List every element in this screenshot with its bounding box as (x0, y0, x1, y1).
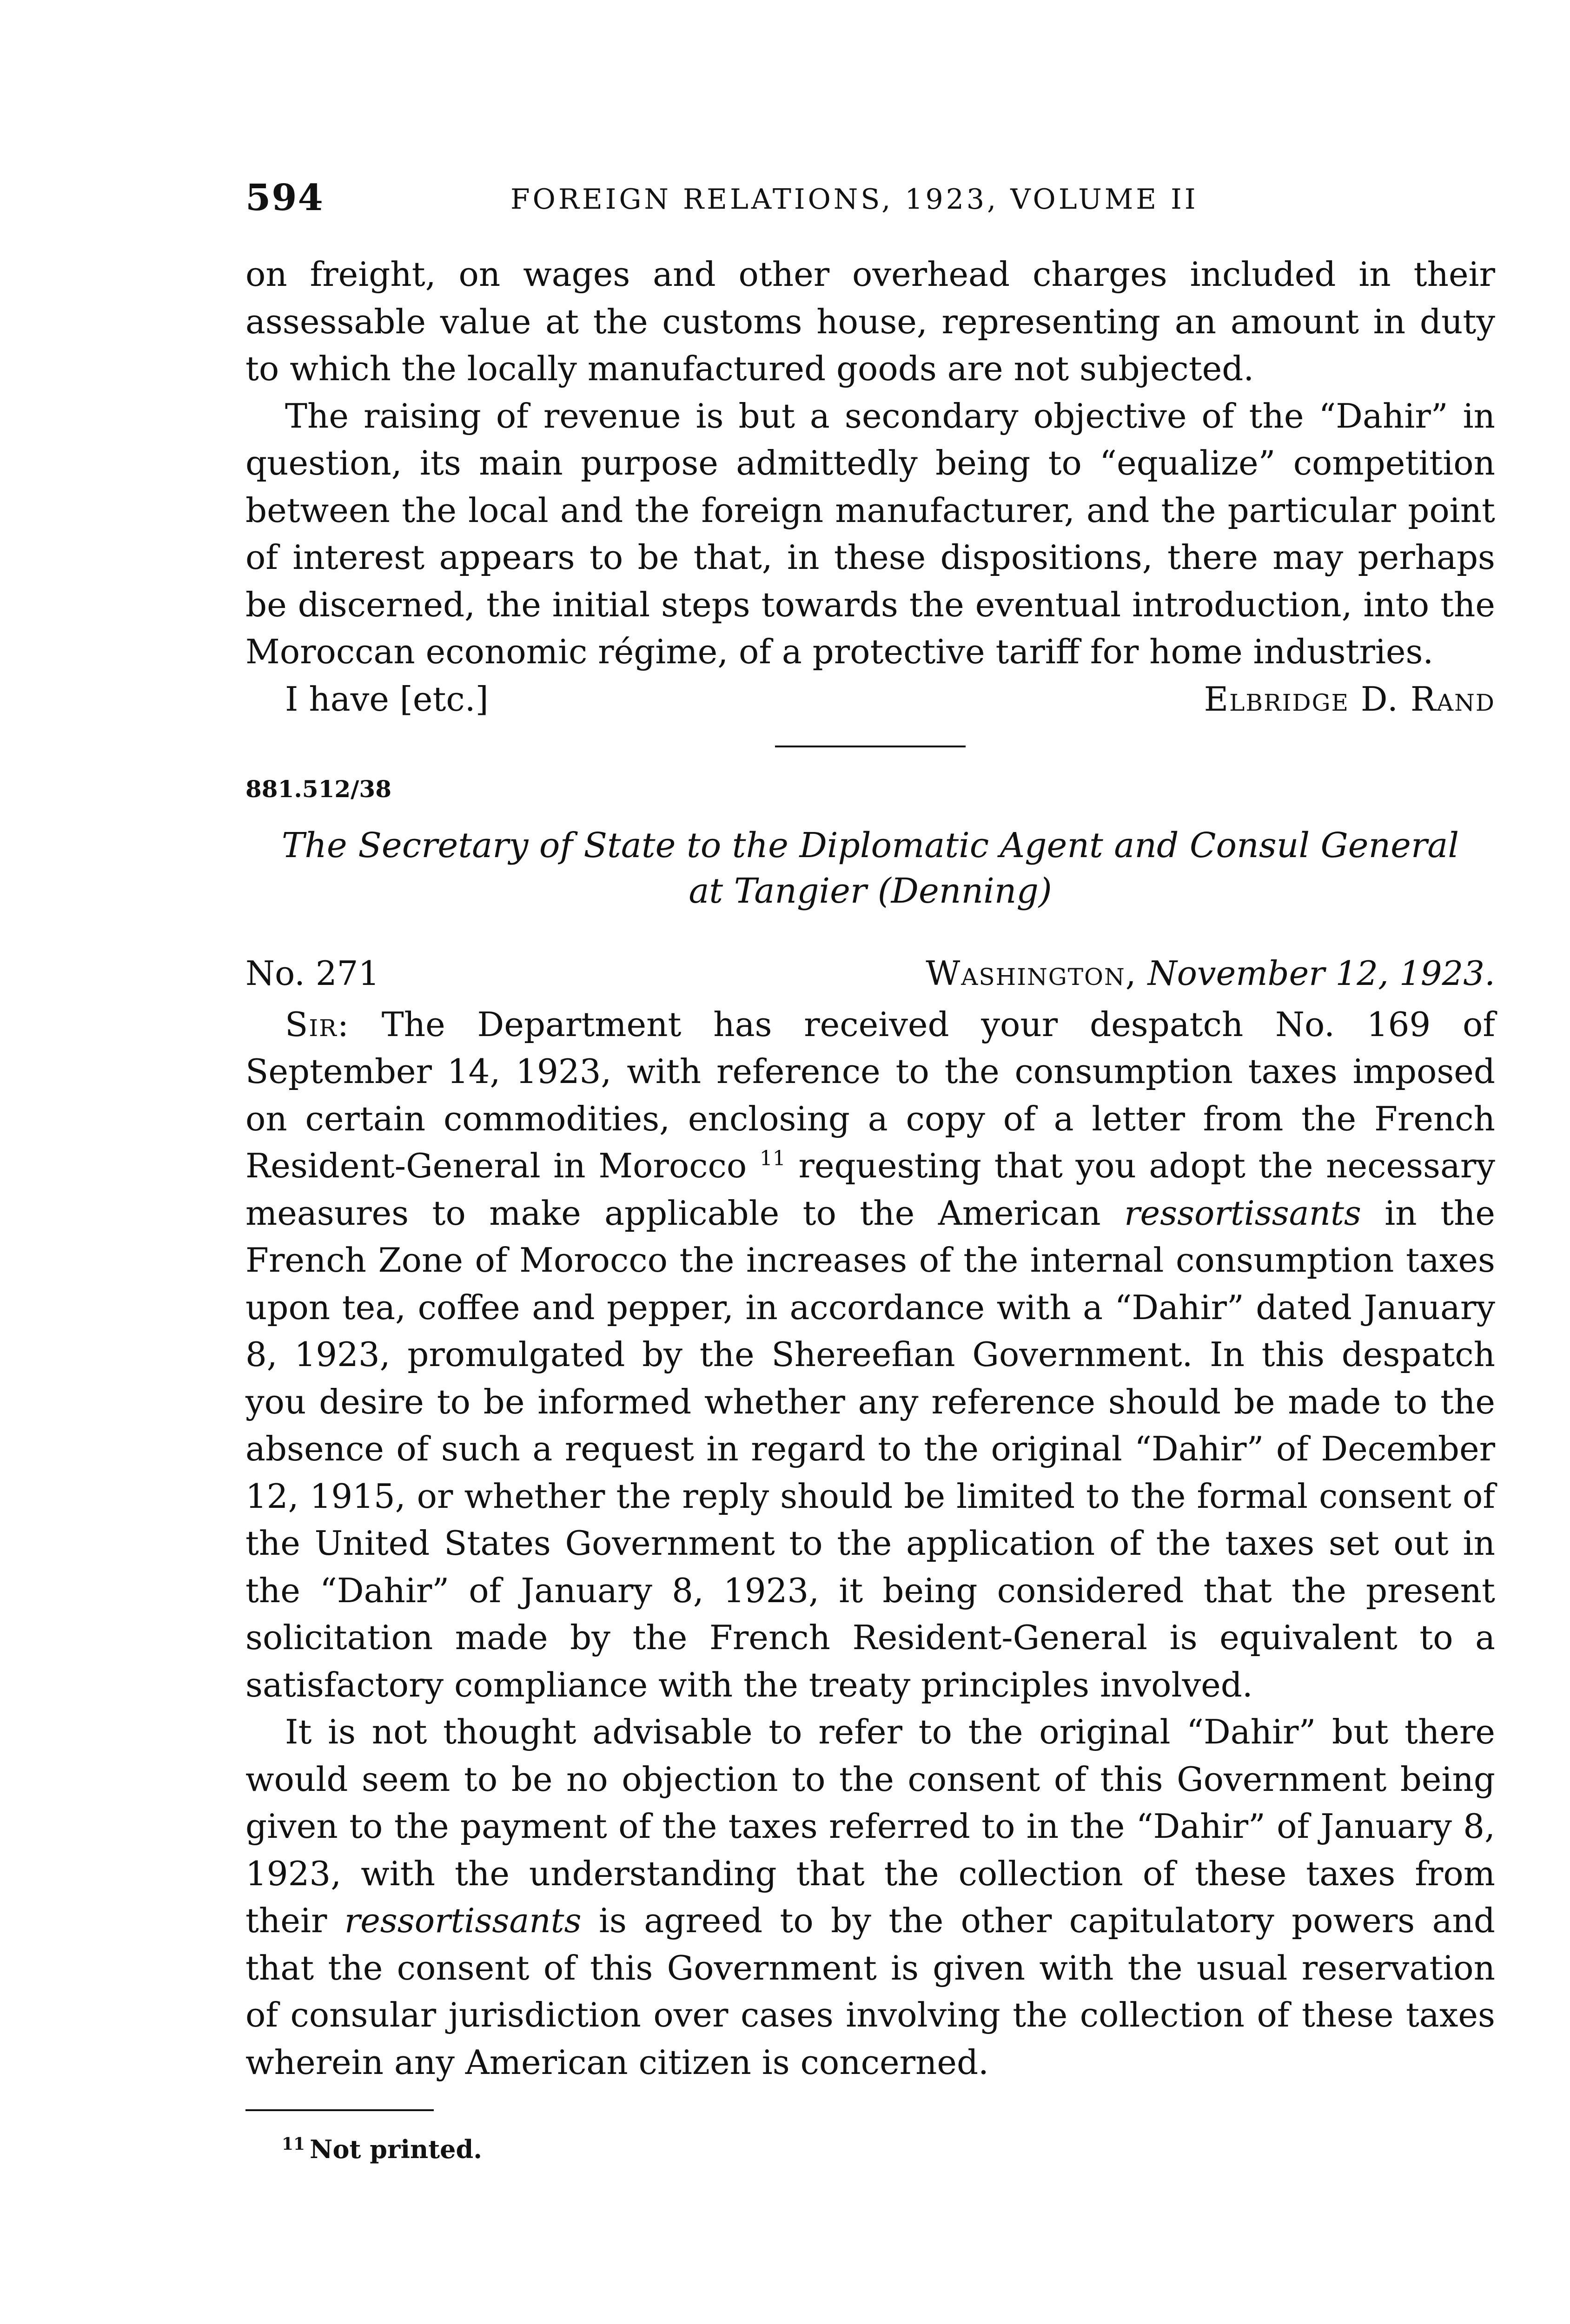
p2-italic-term: ressortissants (344, 1901, 582, 1940)
sign-off (245, 676, 1495, 723)
date: November 12, 1923. (1147, 953, 1495, 993)
page-number: 594 (245, 177, 324, 219)
document-page (245, 177, 1495, 2164)
p1-text-a: The Department has received your despatch No. 169 of September 14, 1923, with reference to the consumption taxes imposed on certain commodities, enclosing a copy of a letter from the French Resident-General in Morocco (245, 1004, 1495, 1185)
revenue-paragraph: The raising of revenue is but a secondary objective of the “Dahir” in question, its main purpose admittedly being to “equalize” competition between the local and the foreign manufacturer, and the particular point of interest appears to be that, in these dispositions, there may perhaps be discerned, the initial steps towards the eventual introduction, into the Moroccan economic régime, of a protective tariff for home industries. (245, 396, 1495, 671)
p2-text-b: is agreed to by the other capitulatory powers and that the consent of this Government is given with the usual reservation of consular jurisdiction over cases involving the collection of these taxes wherein any American citizen is concerned. (245, 1901, 1496, 2082)
document-number-line (245, 950, 1495, 1001)
signature: Elbridge D. Rand (1204, 679, 1495, 719)
heading-line-1: The Secretary of State to the Diplomatic Agent and Consul General (281, 825, 1459, 865)
heading-line-2: at Tangier (Denning) (689, 871, 1052, 911)
place-date (926, 950, 1495, 997)
p1-text-b: requesting that you adopt the necessary measures to make applicable to the American (245, 1146, 1496, 1233)
letter-paragraph-1 (245, 1001, 1495, 1709)
salutation: Sir: (285, 1004, 350, 1044)
p1-text-c: in the French Zone of Morocco the increases of the internal consumption taxes upon tea, coffee and pepper, in accordance with a “Dahir” dated January 8, 1923, promulgated by the Shereefian Government. In this despatch you desire to be informed whether any reference should be made to the absence of such a request in regard to the original “Dahir” of December 12, 1915, or whether the reply should be limited to the formal consent of the United States Government to the application of the taxes set out in the “Dahir” of January 8, 1923, it being considered that the present solicitation made by the French Resident-General is equivalent to a satisfactory compliance with the treaty principles involved. (245, 1193, 1496, 1704)
place: Washington, (926, 953, 1137, 993)
running-title: FOREIGN RELATIONS, 1923, VOLUME II (510, 183, 1199, 216)
footnote (282, 2134, 1495, 2164)
footnote-divider (245, 2109, 434, 2111)
letter-paragraph-2 (245, 1709, 1495, 2086)
footnote-text: Not printed. (310, 2134, 483, 2164)
continuation-paragraph: on freight, on wages and other overhead charges included in their assessable value at the customs house, representing an amount in duty to which the locally manufactured goods are not subjected. (245, 255, 1495, 388)
section-divider (775, 746, 966, 747)
file-number: 881.512/38 (245, 775, 391, 803)
running-head (245, 177, 1495, 223)
p2-text-a: It is not thought advisable to refer to the original “Dahir” but there would seem to be no objection to the consent of this Government being given to the payment of the taxes referred to in the “Dahir” of January 8, 1923, with the understanding that the collection of these taxes from their (245, 1712, 1495, 1940)
closing-text: I have [etc.] (285, 679, 489, 719)
footnote-ref: 11 (759, 1147, 786, 1170)
footnote-mark: 11 (282, 2134, 305, 2154)
p1-italic-term: ressortissants (1124, 1193, 1361, 1233)
document-heading (245, 823, 1495, 914)
document-number: No. 271 (245, 953, 380, 993)
